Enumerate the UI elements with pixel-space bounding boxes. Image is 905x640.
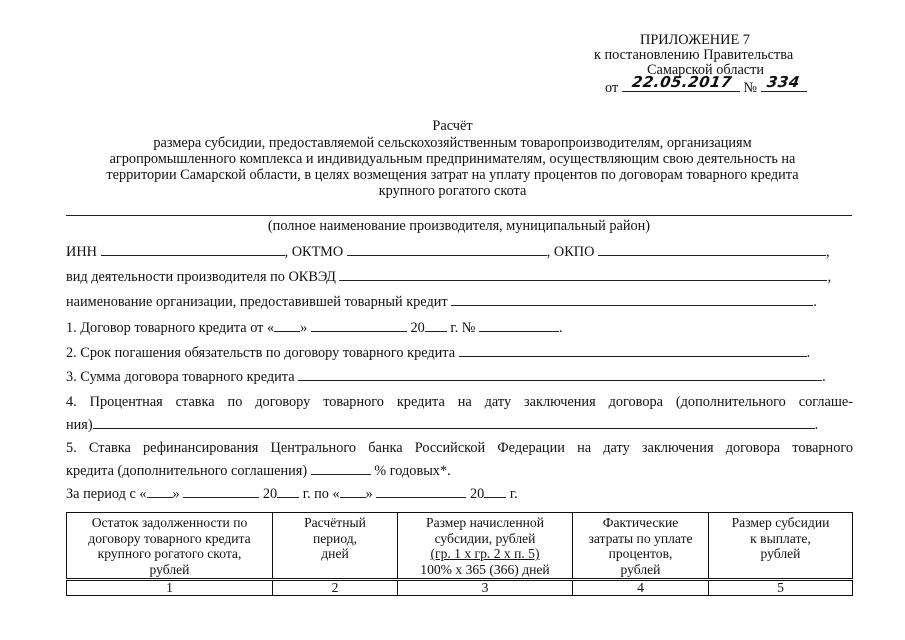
item-1-row (66, 318, 563, 337)
header-cell-text: Расчётный (304, 515, 366, 530)
calculation-table (66, 512, 853, 596)
item-3-label: 3. Сумма договора товарного кредита (66, 369, 295, 385)
doc-title-line-2: размера субсидии, предоставляемой сельскохозяйственным товаропроизводителям, организациям (153, 135, 752, 151)
period-to-label: г. по « (302, 486, 340, 502)
item-5-unit: % годовых*. (374, 463, 451, 479)
table-number-row (67, 580, 853, 596)
item-4-period: . (814, 417, 819, 433)
creditor-row (66, 292, 817, 311)
table-header-row (67, 513, 853, 580)
header-cell-text: дней (321, 546, 349, 561)
item-1-day-field (274, 318, 300, 332)
period-from-month-field (183, 484, 259, 498)
header-cell-text: Остаток задолженности по (91, 515, 248, 530)
item-1-period: . (558, 320, 563, 336)
okpo-label: , ОКПО (546, 244, 595, 260)
header-cell-text: к выплате, (750, 530, 811, 546)
item-2-row (66, 343, 810, 362)
header-cell-text: рублей (620, 561, 661, 577)
okved-field (339, 267, 827, 281)
item-5-line-1: 5. Ставка рефинансирования Центрального банка Российской Федерации на дату заключения договора товарного (66, 440, 853, 456)
from-label: от (605, 80, 619, 96)
inn-label: ИНН (66, 244, 97, 260)
item-4-label-end: ния) (66, 417, 93, 433)
header-cell-debt (67, 513, 273, 580)
header-cell-text: рублей (149, 561, 190, 577)
header-cell-subsidy-accrued (398, 513, 573, 580)
doc-title-line-5: крупного рогатого скота (378, 183, 527, 199)
header-line-2: к постановлению Правительства (594, 47, 794, 63)
item-2-period: . (806, 345, 811, 361)
header-cell-text: рублей (760, 546, 801, 561)
item-3-period: . (822, 369, 826, 385)
item-5-label-end: кредита (дополнительного соглашения) (66, 463, 308, 479)
oktmo-field (347, 242, 547, 256)
period-to-month-field (376, 484, 466, 498)
item-1-month-field (311, 318, 407, 332)
creditor-field (451, 292, 813, 306)
period-from-century: 20 (262, 486, 278, 502)
inn-row-comma: , (825, 244, 830, 260)
period-from-label: За период с « (66, 486, 147, 502)
item-4-field (93, 415, 815, 429)
item-1-number-field (479, 318, 559, 332)
inn-field (101, 242, 285, 256)
column-number: 5 (709, 580, 853, 596)
item-5-rate-field (311, 461, 371, 475)
period-to-day-field (340, 484, 366, 498)
item-4-row-2 (66, 415, 818, 434)
item-1-century: 20 (410, 320, 425, 336)
item-1-quote: » (300, 320, 308, 336)
period-from-year-field (277, 484, 299, 498)
formula-numerator: (гр. 1 х гр. 2 х п. 5) (430, 546, 540, 561)
date-field (622, 73, 740, 92)
okpo-field (598, 242, 826, 256)
column-number: 3 (398, 580, 573, 596)
header-date-line (605, 73, 807, 97)
number-field (761, 73, 807, 92)
column-number: 2 (273, 580, 398, 596)
header-cell-period (273, 513, 398, 580)
header-cell-text: Фактические (602, 515, 679, 530)
period-to-quote: » (365, 486, 373, 502)
header-cell-text: договору товарного кредита (88, 530, 251, 546)
header-cell-actual-costs (573, 513, 709, 580)
oktmo-label: , ОКТМО (284, 244, 344, 260)
inn-row (66, 242, 830, 261)
period-to-year-suffix: г. (509, 486, 518, 502)
doc-title-line-3: агропромышленного комплекса и индивидуальным предпринимателям, осуществляющим свою деятельность на (109, 151, 796, 167)
item-2-field (459, 343, 807, 357)
doc-title: Расчёт (432, 118, 473, 134)
header-cell-subsidy-payable (709, 513, 853, 580)
period-from-day-field (147, 484, 173, 498)
period-to-century: 20 (469, 486, 485, 502)
creditor-period: . (813, 294, 817, 310)
handwritten-date: 22.05.2017 (630, 73, 734, 91)
item-1-number-label: г. № (450, 320, 476, 336)
item-1-year-field (425, 318, 447, 332)
period-from-quote: » (172, 486, 180, 502)
okved-row (66, 267, 831, 286)
creditor-label: наименование организации, предоставившей товарный кредит (66, 294, 448, 310)
header-cell-text: период, (312, 530, 358, 546)
producer-name-field (66, 215, 852, 216)
formula-denominator: 100% х 365 (366) дней (420, 561, 550, 577)
header-cell-text: субсидии, рублей (434, 530, 536, 546)
column-number: 1 (67, 580, 273, 596)
doc-title-line-4: территории Самарской области, в целях возмещения затрат на уплату процентов по договорам товарного кредита (106, 167, 799, 183)
header-cell-text: процентов, (608, 546, 673, 561)
header-cell-text: крупного рогатого скота, (97, 546, 242, 561)
handwritten-number: 334 (765, 73, 801, 91)
okved-label: вид деятельности производителя по ОКВЭД (66, 269, 336, 285)
header-cell-text: Размер начисленной (426, 515, 544, 530)
header-cell-text: Размер субсидии (731, 515, 830, 530)
item-3-field (298, 367, 822, 381)
header-cell-text: затраты по уплате (588, 530, 693, 546)
item-5-row-2 (66, 461, 451, 480)
column-number: 4 (573, 580, 709, 596)
producer-caption: (полное наименование производителя, муниципальный район) (267, 218, 651, 234)
okved-comma: , (827, 269, 832, 285)
item-4-line-1: 4. Процентная ставка по договору товарного кредита на дату заключения договора (дополнительного соглаше- (66, 394, 853, 410)
header-line-3: Самарской области (647, 62, 765, 78)
number-label: № (743, 80, 758, 96)
item-3-row (66, 367, 826, 386)
period-to-year-field (484, 484, 506, 498)
item-2-label: 2. Срок погашения обязательств по договору товарного кредита (66, 345, 456, 361)
period-row (66, 484, 518, 503)
item-1-label: 1. Договор товарного кредита от « (66, 320, 275, 336)
appendix-label: ПРИЛОЖЕНИЕ 7 (640, 32, 750, 48)
